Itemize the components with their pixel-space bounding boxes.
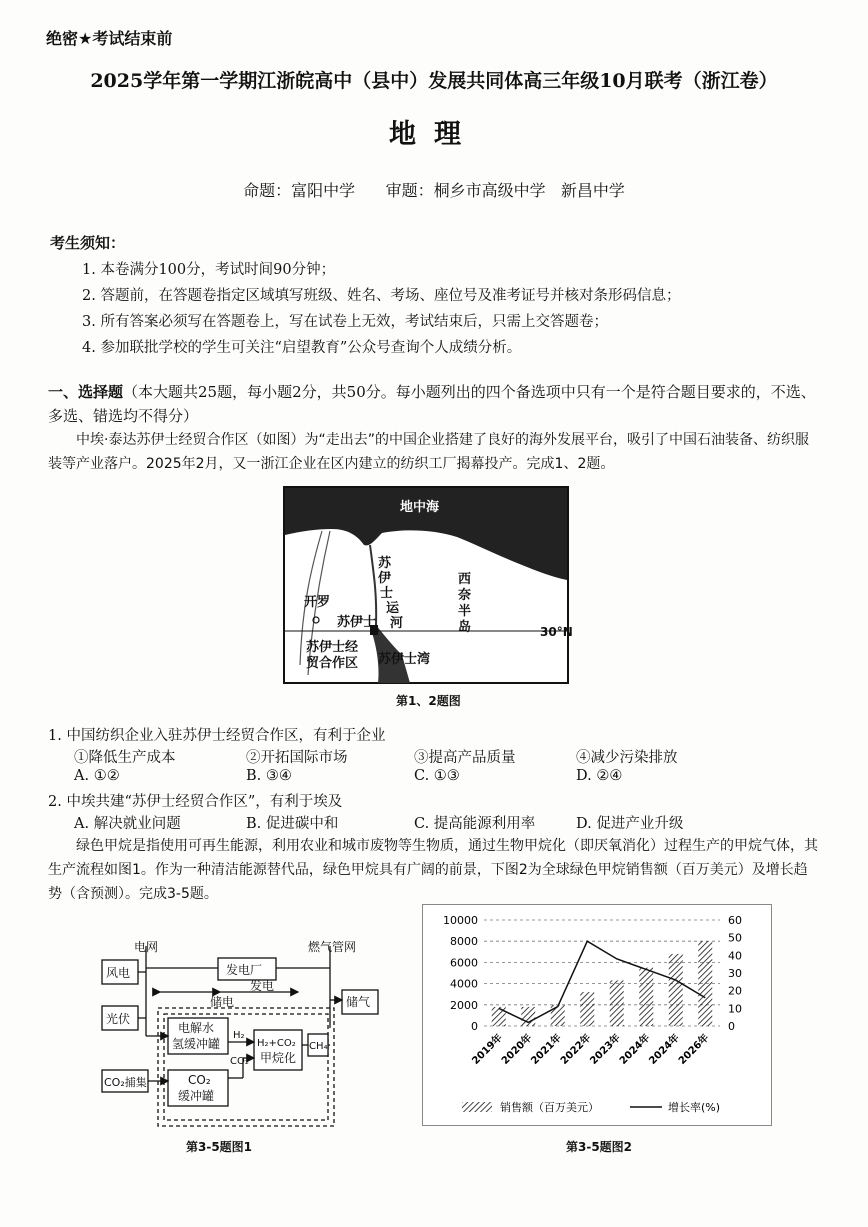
zone-label-2: 贸合作区: [306, 656, 359, 671]
right-axis-tick-label: 50: [728, 931, 742, 945]
legend-bar-swatch: [462, 1102, 492, 1112]
sales-bar: [610, 980, 624, 1026]
canal-char-2: 伊: [378, 571, 392, 586]
x-axis-tick-label: 2020年: [499, 1032, 535, 1067]
methane-sales-chart: [422, 904, 772, 1126]
co2-buffer-line-1: CO₂: [188, 1073, 211, 1087]
flow-caption: 第3-5题图1: [186, 1140, 253, 1154]
passage-1: 中埃·泰达苏伊士经贸合作区（如图）为“走出去”的中国企业搭建了良好的海外发展平台，吸引了中国石油装备、纺织服装等产业落户。2025年2月，又一浙江企业在区内建立的纺织工厂揭幕投产。完成1、2题。: [48, 432, 809, 472]
notice-item-3: 3. 所有答案必须写在答题卷上，写在试卷上无效，考试结束后，只需上交答题卷；: [82, 314, 608, 330]
exam-title: 2025学年第一学期江浙皖高中（县中）发展共同体高三年级10月联考（浙江卷）: [90, 70, 778, 92]
left-axis-tick-label: 0: [471, 1020, 478, 1033]
storage-elec-label: 储电: [210, 995, 235, 1009]
gas-grid-label: 燃气管网: [308, 940, 357, 954]
subject-title: 地理: [389, 119, 479, 150]
legend-line-label: 增长率(%): [668, 1101, 721, 1114]
right-axis-tick-label: 30: [728, 967, 742, 980]
legend-bar-label: 销售额（百万美元）: [500, 1101, 599, 1114]
x-axis-tick-label: 2024年: [647, 1032, 682, 1067]
q2-option-c: C. 提高能源利用率: [414, 816, 536, 832]
h2-arrow-label: H₂: [233, 1030, 245, 1041]
sales-bar: [492, 1007, 506, 1026]
right-axis-tick-label: 60: [728, 914, 742, 927]
x-axis-tick-label: 2021年: [529, 1032, 564, 1067]
co2-arrow-label: CO₂: [230, 1056, 249, 1067]
gulf-label: 苏伊士湾: [378, 652, 431, 667]
left-axis-tick-label: 6000: [450, 956, 478, 970]
left-axis-tick-label: 4000: [450, 977, 478, 991]
peninsula-char-3: 半: [458, 604, 472, 619]
q1-option-d: D. ②④: [576, 768, 623, 784]
passage-2: 绿色甲烷是指使用可再生能源，利用农业和城市废物等生物质，通过生物甲烷化（即厌氧消化）过程生产的甲烷气体，其生产流程如图1。作为一种清洁能源替代品，绿色甲烷具有广阔的前景，下图2为全球绿色甲烷销售额（百万美元）及增长趋势（含预测）。完成3-5题。: [48, 838, 818, 902]
left-axis-tick-label: 2000: [450, 998, 478, 1012]
methane-flow-diagram: [98, 938, 398, 1133]
left-axis-tick-label: 10000: [443, 914, 478, 927]
canal-char-1: 苏: [378, 556, 392, 571]
question-1-stem: 1. 中国纺织企业入驻苏伊士经贸合作区，有利于企业: [48, 728, 386, 744]
q1-option-c: C. ①③: [414, 768, 460, 784]
electrolysis-line-1: 电解水: [178, 1021, 215, 1035]
x-axis-tick-label: 2022年: [558, 1032, 594, 1067]
section-label: 一、选择题: [48, 383, 124, 401]
gas-storage-label: 储气: [346, 995, 371, 1009]
section-heading: [48, 380, 818, 428]
sales-bar: [551, 1005, 565, 1026]
x-axis-tick-label: 2026年: [676, 1032, 712, 1067]
q1-item-2: ②开拓国际市场: [246, 750, 348, 766]
latitude-label: 30°N: [540, 625, 573, 639]
canal-char-3: 士: [380, 586, 394, 601]
right-axis-tick-label: 10: [728, 1002, 742, 1016]
grid-label: 电网: [134, 940, 159, 954]
q1-item-4: ④减少污染排放: [576, 750, 678, 766]
zone-label-1: 苏伊士经: [306, 640, 359, 655]
suez-map: [282, 485, 582, 690]
peninsula-char-2: 奈: [458, 588, 472, 603]
authors-line: 命题：富阳中学 审题：桐乡市高级中学 新昌中学: [243, 181, 625, 200]
confidential-mark: 绝密★考试结束前: [46, 29, 173, 48]
left-axis-tick-label: 8000: [450, 935, 478, 949]
x-axis-tick-label: 2023年: [588, 1032, 623, 1067]
notice-item-1: 1. 本卷满分100分，考试时间90分钟；: [82, 262, 336, 278]
power-gen-label: 发电: [250, 979, 275, 993]
chart-caption: 第3-5题图2: [566, 1140, 633, 1154]
notice-heading: 考生须知：: [50, 234, 126, 252]
sea-label: 地中海: [400, 500, 440, 515]
sales-bar: [698, 941, 712, 1026]
co2-capture-label: CO₂捕集: [104, 1076, 147, 1089]
q1-item-3: ③提高产品质量: [414, 750, 516, 766]
co2-buffer-line-2: 缓冲罐: [178, 1089, 215, 1103]
sales-bar: [669, 954, 683, 1026]
q1-item-1: ①降低生产成本: [74, 750, 176, 766]
sales-bar: [639, 968, 653, 1026]
cairo-label: 开罗: [304, 595, 331, 610]
notice-item-4: 4. 参加联批学校的学生可关注“启望教育”公众号查询个人成绩分析。: [82, 340, 522, 356]
q2-option-d: D. 促进产业升级: [576, 816, 684, 832]
methanation-line-2: 甲烷化: [260, 1051, 297, 1065]
wind-label: 风电: [106, 966, 131, 980]
right-axis-tick-label: 40: [728, 949, 742, 963]
power-plant-label: 发电厂: [226, 963, 263, 977]
q2-option-a: A. 解决就业问题: [74, 816, 181, 832]
peninsula-char-4: 岛: [458, 620, 472, 635]
right-axis-tick-label: 0: [728, 1020, 735, 1033]
ch4-label: CH₄: [309, 1041, 328, 1052]
canal-char-4: 运: [386, 601, 400, 616]
x-axis-tick-label: 2019年: [470, 1032, 505, 1067]
q2-option-b: B. 促进碳中和: [246, 816, 339, 832]
peninsula-char-1: 西: [458, 572, 472, 587]
methanation-line-1: H₂+CO₂: [257, 1038, 296, 1049]
solar-label: 光伏: [106, 1012, 131, 1026]
notice-item-2: 2. 答题前，在答题卷指定区域填写班级、姓名、考场、座位号及准考证号并核对条形码信息；: [82, 288, 681, 304]
x-axis-tick-label: 2024年: [617, 1032, 653, 1067]
q1-option-a: A. ①②: [74, 768, 120, 784]
right-axis-tick-label: 20: [728, 984, 742, 998]
section-instructions: （本大题共25题，每小题2分，共50分。每小题列出的四个备选项中只有一个是符合题目要求的，不选、多选、错选均不得分）: [48, 383, 816, 425]
q1-option-b: B. ③④: [246, 768, 292, 784]
electrolysis-line-2: 氢缓冲罐: [172, 1037, 221, 1051]
suez-city-label: 苏伊士: [337, 615, 377, 630]
canal-char-5: 河: [390, 616, 404, 631]
sales-bar: [580, 992, 594, 1026]
question-2-stem: 2. 中埃共建“苏伊士经贸合作区”，有利于埃及: [48, 794, 343, 810]
map-caption: 第1、2题图: [396, 694, 461, 708]
